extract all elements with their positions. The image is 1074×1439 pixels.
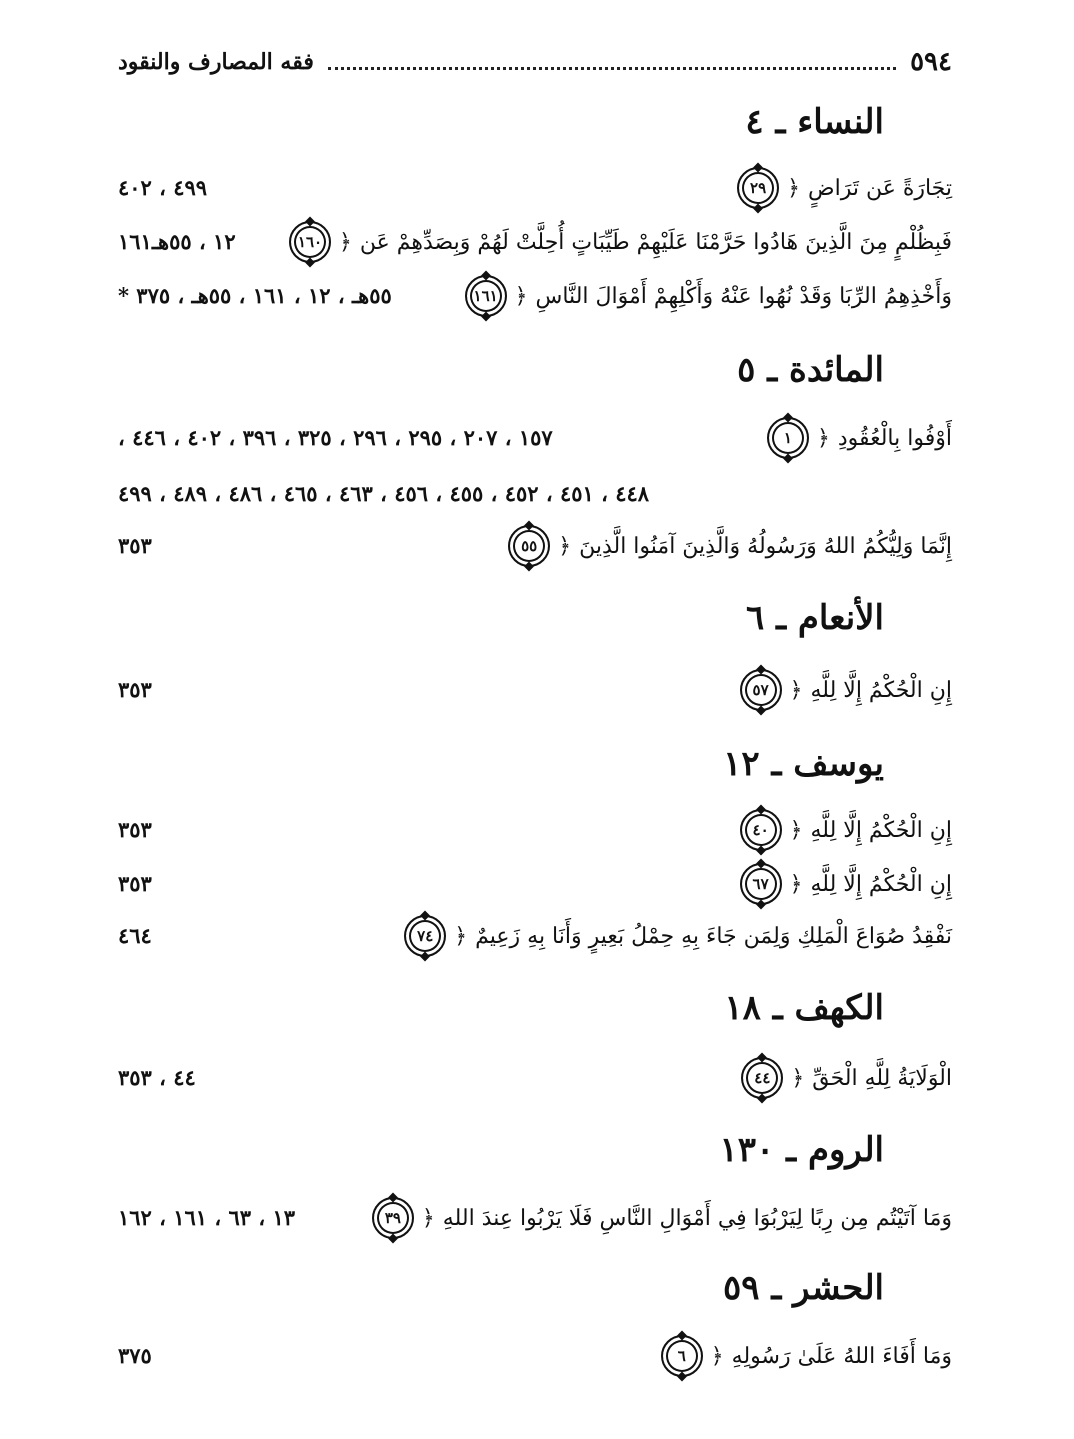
verse-text: الْوَلَايَةُ لِلَّهِ الْحَقِّ [812, 1065, 952, 1091]
verse-text: إِنِ الْحُكْمُ إِلَّا لِلَّهِ [810, 871, 952, 897]
surah-heading: الكهف ـ ١٨ [724, 988, 884, 1028]
ornament-bracket-icon: ﴿ [421, 1205, 435, 1231]
ornament-bracket-icon: ﴿ [789, 817, 803, 843]
verse-entry [118, 808, 952, 852]
header-dotted-leader [328, 67, 896, 70]
verse-entry [118, 1056, 952, 1100]
page-header [118, 42, 952, 82]
verse-number-medallion: ٢٩ [737, 167, 779, 209]
verse-text: إِنِ الْحُكْمُ إِلَّا لِلَّهِ [810, 817, 952, 843]
surah-heading: الحشر ـ ٥٩ [722, 1268, 884, 1308]
verse-text: تِجَارَةً عَن تَرَاضٍ [807, 175, 952, 201]
verse-number-medallion: ١٦٠ [289, 221, 331, 263]
ornament-bracket-icon: ﴿ [816, 425, 830, 451]
ornament-bracket-icon: ﴿ [789, 677, 803, 703]
ornament-bracket-icon: ﴿ [454, 923, 468, 949]
verse-page-refs: ٣٥٣ [118, 871, 152, 896]
verse-page-refs: ١٣ ، ٦٣ ، ١٦١ ، ١٦٢ [118, 1205, 296, 1230]
verse-number-medallion: ٥٥ [508, 525, 550, 567]
verse-number-medallion: ٤٤ [741, 1057, 783, 1099]
verse-page-refs-continuation: ٤٤٨ ، ٤٥١ ، ٤٥٢ ، ٤٥٥ ، ٤٥٦ ، ٤٦٣ ، ٤٦٥ ، ٤٨٦ ، ٤٨٩ ، ٤٩٩ [118, 481, 650, 506]
verse-entry [118, 668, 952, 712]
verse-entry [118, 220, 952, 264]
surah-heading: الأنعام ـ ٦ [745, 598, 884, 638]
surah-heading: يوسف ـ ١٢ [723, 744, 884, 784]
verse-text: نَفْقِدُ صُوَاعَ الْمَلِكِ وَلِمَن جَاءَ بِهِ حِمْلُ بَعِيرٍ وَأَنَا بِهِ زَعِيمٌ [475, 923, 952, 949]
surah-heading: النساء ـ ٤ [745, 102, 884, 142]
verse-text: إِنِ الْحُكْمُ إِلَّا لِلَّهِ [810, 677, 952, 703]
surah-heading: المائدة ـ ٥ [737, 350, 884, 390]
verse-text: فَبِظُلْمٍ مِنَ الَّذِينَ هَادُوا حَرَّمْنَا عَلَيْهِمْ طَيِّبَاتٍ أُحِلَّتْ لَهُمْ وَبِصَدِّهِمْ عَن [359, 229, 952, 255]
verse-page-refs: ٤٦٤ [118, 923, 152, 948]
verse-page-refs: ١٥٧ ، ٢٠٧ ، ٢٩٥ ، ٢٩٦ ، ٣٢٥ ، ٣٩٦ ، ٤٠٢ ، ٤٤٦ ، [118, 425, 553, 450]
verse-number-medallion: ١ [767, 417, 809, 459]
verse-page-refs: ٤٩٩ ، ٤٠٢ [118, 175, 208, 200]
book-title: فقه المصارف والنقود [118, 49, 314, 75]
ornament-bracket-icon: ﴿ [791, 1065, 805, 1091]
verse-number-medallion: ٦٧ [740, 863, 782, 905]
verse-entry [118, 1196, 952, 1240]
ornament-bracket-icon: ﴿ [338, 229, 352, 255]
verse-page-refs: ٣٥٣ [118, 677, 152, 702]
verse-number-medallion: ٦ [661, 1335, 703, 1377]
verse-text: وَأَخْذِهِمُ الرِّبَا وَقَدْ نُهُوا عَنْهُ وَأَكْلِهِمْ أَمْوَالَ النَّاسِ [535, 283, 952, 309]
verse-number-medallion: ١٦١ [465, 275, 507, 317]
verse-number-medallion: ٧٤ [404, 915, 446, 957]
verse-entry [118, 166, 952, 210]
verse-entry [118, 862, 952, 906]
verse-text: وَمَا أَفَاءَ اللهُ عَلَىٰ رَسُولِهِ [731, 1343, 952, 1369]
ornament-bracket-icon: ﴿ [787, 175, 800, 201]
verse-page-refs: ٥٥هـ ، ١٢ ، ١٦١ ، ٥٥هـ ، ٣٧٥ * [118, 283, 392, 308]
ornament-bracket-icon: ﴿ [558, 533, 572, 559]
verse-page-refs: ٣٥٣ [118, 817, 152, 842]
page-number: ٥٩٤ [910, 47, 952, 77]
surah-heading: الروم ـ ١٣٠ [719, 1130, 884, 1170]
verse-entry [118, 914, 952, 958]
ornament-bracket-icon: ﴿ [789, 871, 803, 897]
verse-number-medallion: ٣٩ [372, 1197, 414, 1239]
ornament-bracket-icon: ﴿ [514, 283, 528, 309]
verse-page-refs: ٣٧٥ [118, 1343, 152, 1368]
verse-page-refs: ٣٥٣ [118, 533, 152, 558]
verse-entry [118, 1334, 952, 1378]
verse-number-medallion: ٤٠ [740, 809, 782, 851]
verse-text: إِنَّمَا وَلِيُّكُمُ اللهُ وَرَسُولُهُ وَالَّذِينَ آمَنُوا الَّذِينَ [579, 533, 952, 559]
verse-number-medallion: ٥٧ [740, 669, 782, 711]
verse-text: وَمَا آتَيْتُم مِن رِبًا لِيَرْبُوَا فِي أَمْوَالِ النَّاسِ فَلَا يَرْبُوا عِندَ اللهِ [442, 1205, 952, 1231]
verse-entry [118, 274, 952, 318]
verse-page-refs: ٤٤ ، ٣٥٣ [118, 1065, 196, 1090]
verse-entry [118, 524, 952, 568]
verse-entry [118, 416, 952, 460]
verse-page-refs: ١٢ ، ٥٥هـ١٦١ [118, 229, 236, 254]
ornament-bracket-icon: ﴿ [710, 1343, 724, 1369]
verse-text: أَوْفُوا بِالْعُقُودِ [837, 425, 952, 451]
